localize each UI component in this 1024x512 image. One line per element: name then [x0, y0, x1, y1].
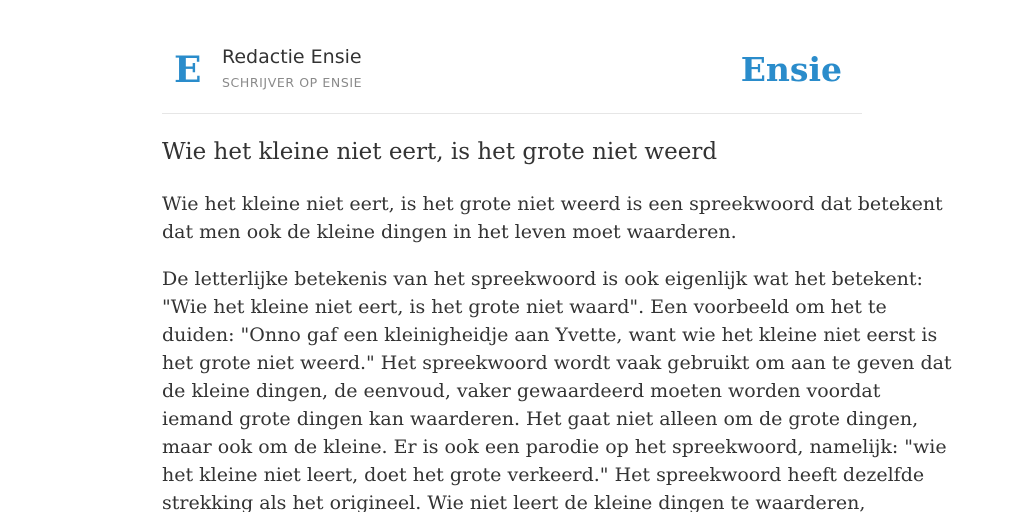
paragraph-line: duiden: "Onno gaf een kleinigheidje aan Yvette, want wie het kleine niet eerst is [162, 324, 938, 346]
paragraph-line: het kleine niet leert, doet het grote verkeerd." Het spreekwoord heeft dezelfde [162, 464, 925, 486]
paragraph-line: strekking als het origineel. Wie niet leert de kleine dingen te waarderen, [162, 492, 866, 512]
article-title: Wie het kleine niet eert, is het grote niet weerd [162, 139, 718, 165]
author-header [162, 40, 862, 114]
author-avatar[interactable]: E [174, 49, 202, 91]
author-name[interactable]: Redactie Ensie [222, 46, 362, 68]
article-paragraph-1 [162, 190, 943, 246]
paragraph-line: "Wie het kleine niet eert, is het grote niet waard". Een voorbeeld om het te [162, 296, 887, 318]
paragraph-line: het grote niet weerd." Het spreekwoord wordt vaak gebruikt om aan te geven dat [162, 352, 952, 374]
paragraph-line: dat men ook de kleine dingen in het leven moet waarderen. [162, 221, 737, 243]
author-role: SCHRIJVER OP ENSIE [222, 75, 363, 90]
paragraph-line: Wie het kleine niet eert, is het grote niet weerd is een spreekwoord dat betekent [162, 193, 943, 215]
paragraph-line: maar ook om de kleine. Er is ook een parodie op het spreekwoord, namelijk: "wie [162, 436, 947, 458]
paragraph-line: de kleine dingen, de eenvoud, vaker gewaardeerd moeten worden voordat [162, 380, 881, 402]
paragraph-line: iemand grote dingen kan waarderen. Het gaat niet alleen om de grote dingen, [162, 408, 919, 430]
paragraph-line: De letterlijke betekenis van het spreekwoord is ook eigenlijk wat het betekent: [162, 268, 923, 290]
article-paragraph-2 [162, 265, 952, 512]
brand-logo[interactable]: Ensie [740, 50, 842, 89]
